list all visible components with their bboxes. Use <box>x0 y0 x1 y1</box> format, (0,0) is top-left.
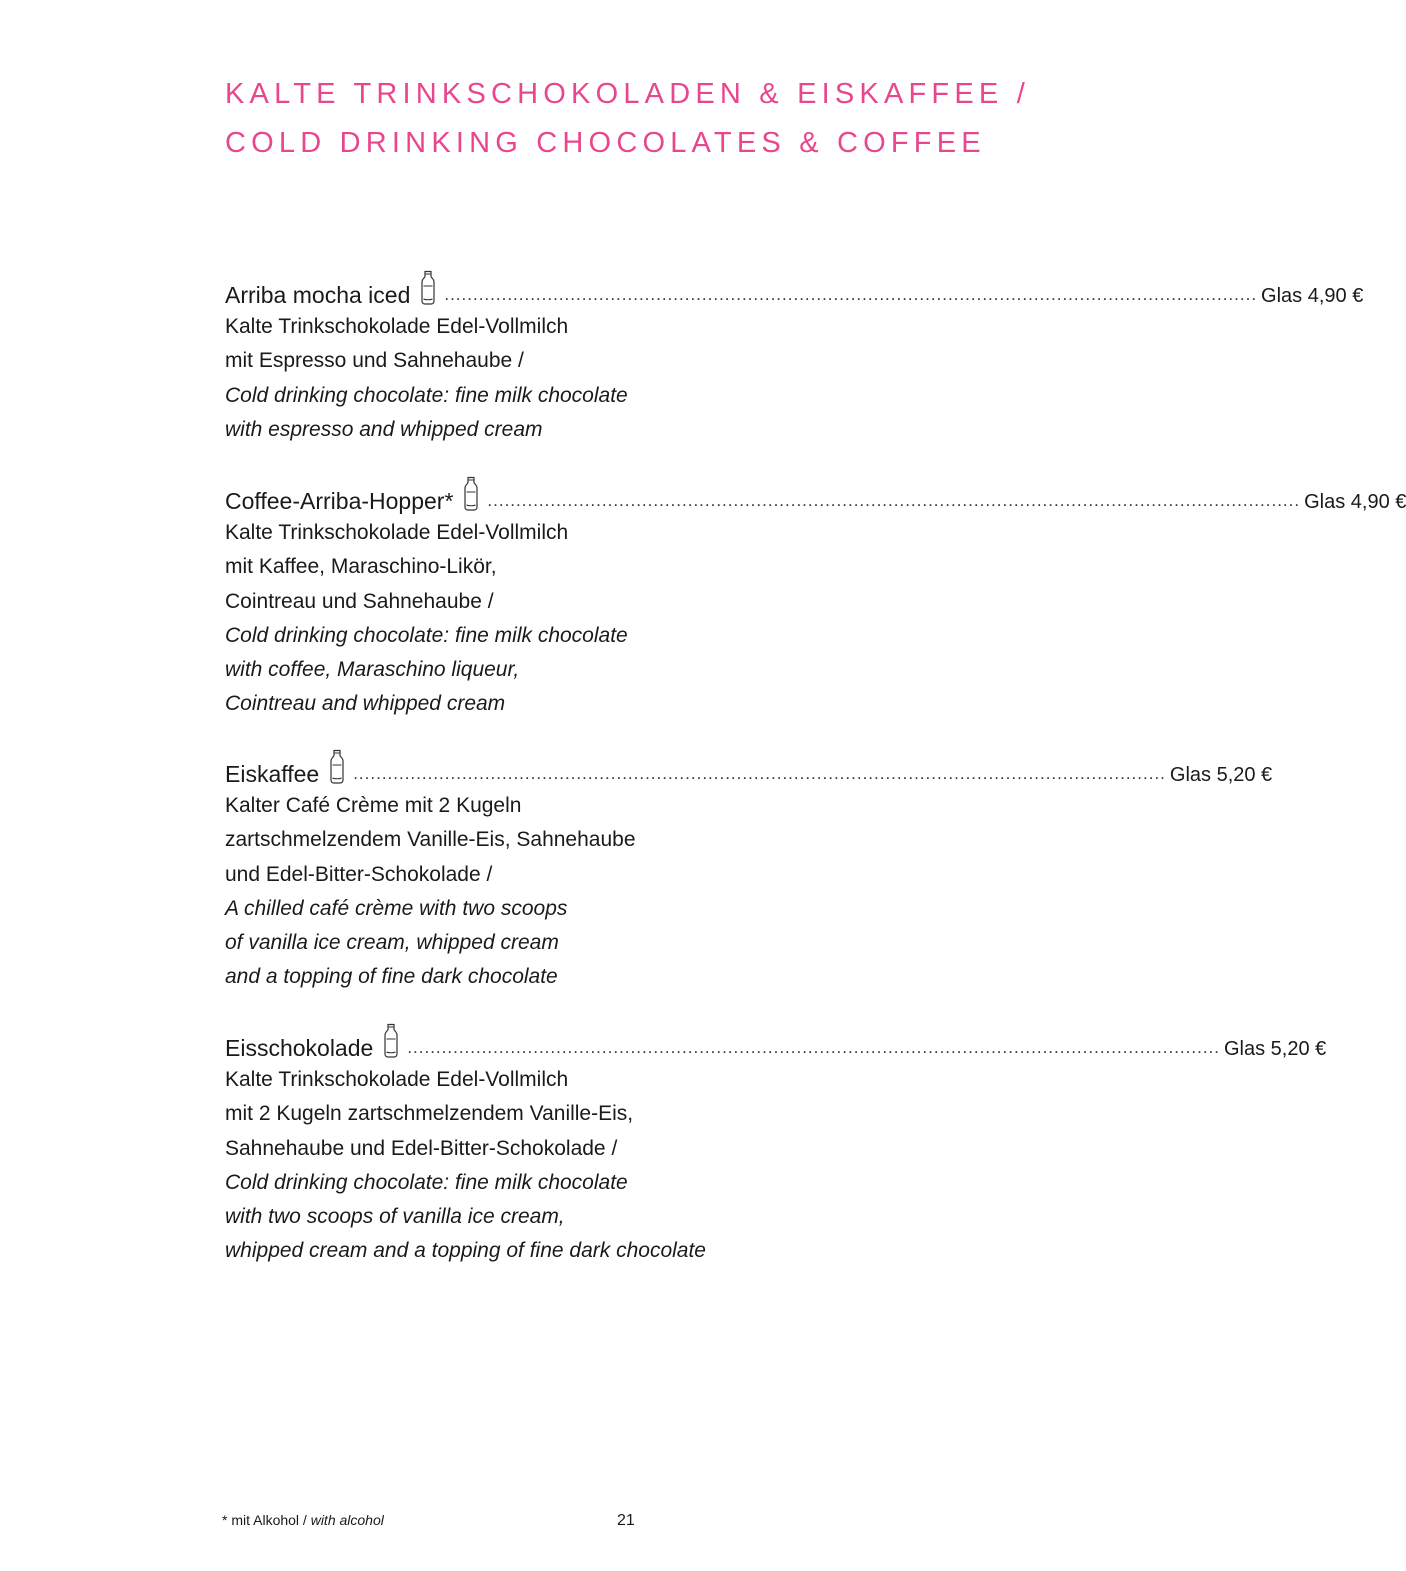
menu-item-header <box>225 480 1406 516</box>
description-line-de: Kalte Trinkschokolade Edel-Vollmilch <box>225 315 569 338</box>
description-line-de: und Edel-Bitter-Schokolade / <box>225 862 493 886</box>
leader-dots: .............................................................................................................................................. <box>353 764 1166 783</box>
milk-bottle-icon <box>463 476 479 512</box>
menu-item-price: Glas 5,20 € <box>1169 764 1273 786</box>
menu-item-description <box>225 516 1031 722</box>
menu-item-price: Glas 4,90 € <box>1261 285 1364 307</box>
page-title <box>225 70 1030 168</box>
menu-item-description <box>225 310 1031 447</box>
description-line-en: and a topping of fine dark chocolate <box>225 965 558 989</box>
footnote-en: with alcohol <box>310 1512 384 1528</box>
footnote-de: * mit Alkohol / <box>222 1512 311 1528</box>
menu-item-price: Glas 4,90 € <box>1304 491 1406 513</box>
description-line-en: Cointreau and whipped cream <box>225 692 506 716</box>
leader-dots: .............................................................................................................................................. <box>487 491 1301 510</box>
description-line-de: mit Kaffee, Maraschino-Likör, <box>225 555 497 579</box>
menu-item-description <box>225 1063 1031 1269</box>
description-line-de: Kalter Café Crème mit 2 Kugeln <box>225 794 522 817</box>
description-line-de: Kalte Trinkschokolade Edel-Vollmilch <box>225 1068 569 1091</box>
description-line-en: with coffee, Maraschino liqueur, <box>225 658 520 682</box>
description-line-de: mit 2 Kugeln zartschmelzendem Vanille-Eis, <box>225 1102 634 1126</box>
description-line-de: zartschmelzendem Vanille-Eis, Sahnehaube <box>225 828 636 852</box>
menu-item-name: Arriba mocha iced <box>225 282 411 308</box>
milk-bottle-icon <box>329 749 345 785</box>
milk-bottle-icon <box>383 1023 399 1059</box>
description-line-en: Cold drinking chocolate: fine milk chocolate <box>225 623 628 647</box>
footnote <box>222 1512 384 1528</box>
leader-dots: .............................................................................................................................................. <box>407 1038 1220 1057</box>
page-title-line-en: COLD DRINKING CHOCOLATES & COFFEE <box>225 127 986 159</box>
milk-bottle-icon <box>420 270 436 306</box>
description-line-en: with espresso and whipped cream <box>225 417 543 441</box>
page-title-line-de: KALTE TRINKSCHOKOLADEN & EISKAFFEE / <box>225 78 1030 110</box>
description-line-de: Sahnehaube und Edel-Bitter-Schokolade / <box>225 1136 618 1160</box>
leader-dots: .............................................................................................................................................. <box>444 285 1258 304</box>
description-line-en: with two scoops of vanilla ice cream, <box>225 1205 565 1229</box>
description-line-en: Cold drinking chocolate: fine milk chocolate <box>225 1170 628 1194</box>
menu-item-header <box>225 753 1273 789</box>
menu-item <box>225 480 1406 722</box>
page-number: 21 <box>617 1512 635 1529</box>
description-line-de: Kalte Trinkschokolade Edel-Vollmilch <box>225 521 569 544</box>
menu-item <box>225 274 1364 447</box>
menu-item-price: Glas 5,20 € <box>1224 1038 1327 1060</box>
description-line-de: mit Espresso und Sahnehaube / <box>225 349 524 373</box>
description-line-de: Cointreau und Sahnehaube / <box>225 589 494 613</box>
description-line-en: whipped cream and a topping of fine dark chocolate <box>225 1239 706 1263</box>
description-line-en: Cold drinking chocolate: fine milk chocolate <box>225 383 628 407</box>
menu-item-description <box>225 789 1031 995</box>
menu-item-header <box>225 1027 1327 1063</box>
menu-item <box>225 753 1273 995</box>
menu-item-name: Eiskaffee <box>225 761 320 787</box>
description-line-en: of vanilla ice cream, whipped cream <box>225 931 559 955</box>
menu-item-name: Coffee-Arriba-Hopper* <box>225 488 454 514</box>
description-line-en: A chilled café crème with two scoops <box>225 896 568 920</box>
menu-item-name: Eisschokolade <box>225 1035 374 1061</box>
menu-item <box>225 1027 1327 1269</box>
menu-item-header <box>225 274 1364 310</box>
